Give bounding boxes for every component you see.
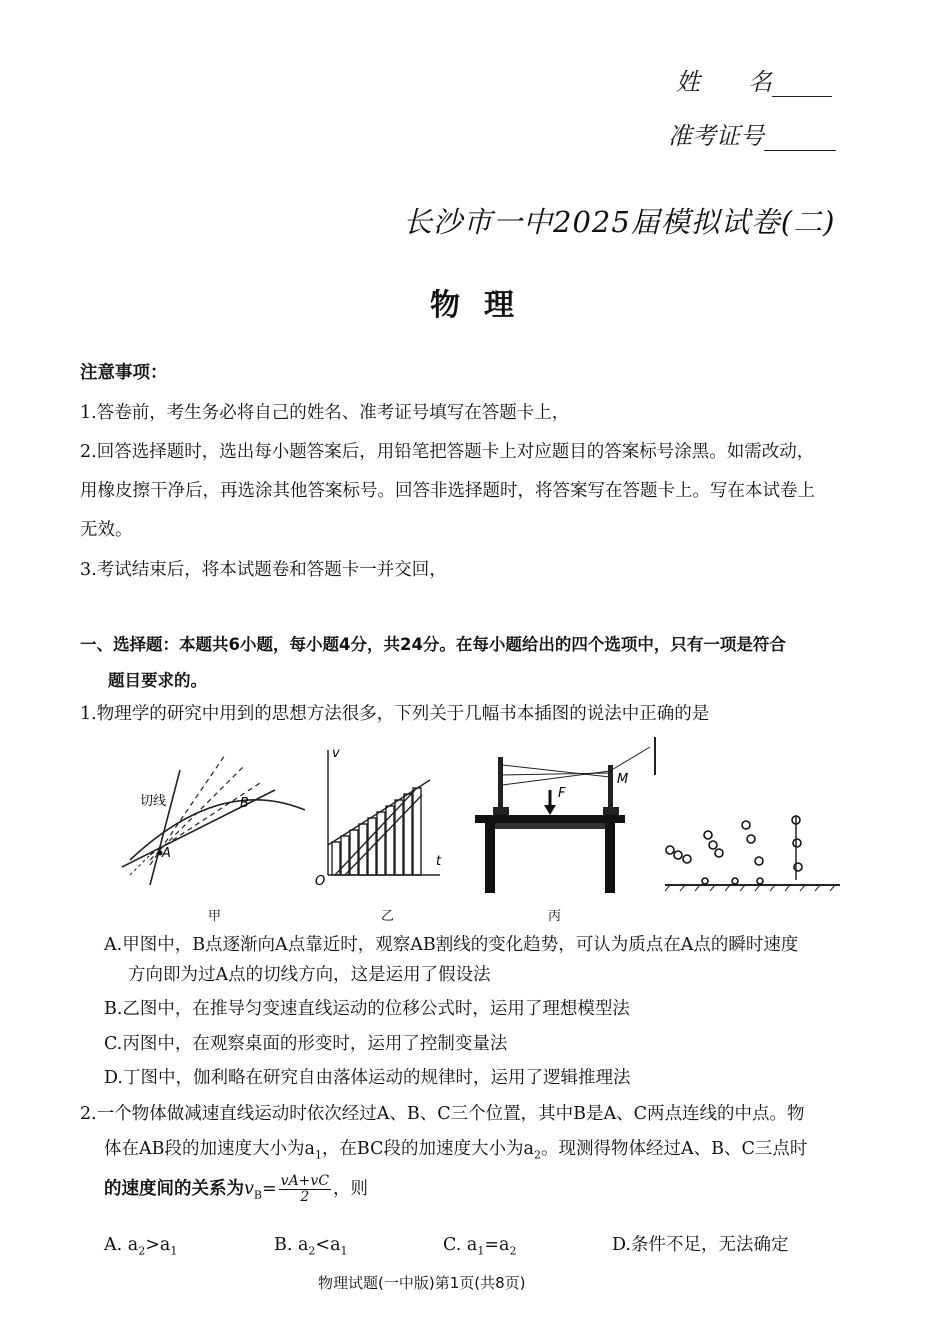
q2-option-d: D.条件不足，无法确定 (612, 1235, 789, 1255)
figure-ding (665, 815, 840, 891)
subject-title: 物理 (430, 288, 538, 323)
name-blank (772, 70, 832, 97)
q1-option-a-cont: 方向即为过A点的切线方向，这是运用了假设法 (128, 965, 491, 985)
note-3: 3.考试结束后，将本试题卷和答题卡一并交回， (80, 560, 447, 580)
q1-option-a: A.甲图中，B点逐渐向A点靠近时，观察AB割线的变化趋势，可认为质点在A点的瞬时速度 (104, 935, 799, 955)
point-b-label: B (240, 796, 249, 811)
exam-title: 长沙市一中2025届模拟试卷(二) (403, 205, 836, 239)
balls (666, 816, 802, 884)
mirror-left (498, 757, 503, 807)
notes-heading: 注意事项： (80, 363, 168, 383)
table-leg-left (485, 823, 495, 893)
area-strips (332, 788, 422, 875)
q2-stem-1: 2.一个物体做减速直线运动时依次经过A、B、C三个位置，其中B是A、C两点连线的中点。物 (80, 1104, 805, 1124)
fig-label-jia: 甲 (208, 909, 222, 924)
origin-label: O (315, 874, 326, 889)
q2-option-c: C. $a_1=a_2$ (443, 1235, 517, 1258)
section1-heading: 一、选择题：本题共6小题，每小题4分，共24分。在每小题给出的四个选项中，只有一项是符合 (80, 635, 786, 654)
q1-option-c: C.丙图中，在观察桌面的形变时，运用了控制变量法 (104, 1034, 508, 1054)
fig-label-bing: 丙 (548, 909, 562, 924)
q1-stem: 1.物理学的研究中用到的思想方法很多，下列关于几幅书本插图的说法中正确的是 (80, 704, 710, 724)
q2-option-a: A. $a_2>a_1$ (104, 1235, 178, 1258)
q1-option-b: B.乙图中，在推导匀变速直线运动的位移公式时，运用了理想模型法 (104, 999, 630, 1019)
note-2: 2.回答选择题时，选出每小题答案后，用铅笔把答题卡上对应题目的答案标号涂黑。如需改动， (80, 442, 815, 462)
q1-option-d: D.丁图中，伽利略在研究自由落体运动的规律时，运用了逻辑推理法 (104, 1068, 631, 1088)
fig-label-yi: 乙 (381, 909, 395, 924)
id-field (668, 116, 836, 151)
section1-heading-cont: 题目要求的。 (108, 671, 207, 690)
v-axis-label: v (332, 746, 340, 761)
figure-jia (122, 755, 305, 885)
table-leg-right (605, 823, 615, 893)
name-label: 姓 名 (676, 68, 772, 96)
figure-yi (315, 746, 442, 889)
point-a-label: A (162, 846, 171, 861)
q2-stem-3: 的速度间的关系为$v_B=$ $\frac{vA+vC}{2}$ ，则 (104, 1173, 369, 1205)
tangent-label: 切线 (140, 794, 167, 809)
velocity-fraction: $\frac{vA+vC}{2}$ (280, 1173, 330, 1205)
table-top (475, 815, 625, 823)
page-footer: 物理试题(一中版)第1页(共8页) (318, 1274, 526, 1292)
note-2-end: 无效。 (80, 520, 133, 540)
mirror-m-label: M (617, 772, 629, 787)
q2-stem-2: 体在AB段的加速度大小为$a_1$，在BC段的加速度大小为$a_2$。现测得物体经过A、B、C三点时 (104, 1139, 808, 1162)
id-label: 准考证号 (668, 122, 764, 150)
name-field (676, 62, 832, 97)
note-1: 1.答卷前，考生务必将自己的姓名、准考证号填写在答题卡上， (80, 403, 570, 423)
figure-bing (475, 737, 655, 893)
force-label: F (558, 786, 566, 801)
q2-option-b: B. $a_2<a_1$ (274, 1235, 348, 1258)
note-2-cont: 用橡皮擦干净后，再选涂其他答案标号。回答非选择题时，将答案写在答题卡上。写在本试卷上 (80, 481, 815, 501)
q1-figures (110, 735, 870, 920)
t-axis-label: t (436, 854, 442, 869)
id-blank (764, 124, 836, 151)
